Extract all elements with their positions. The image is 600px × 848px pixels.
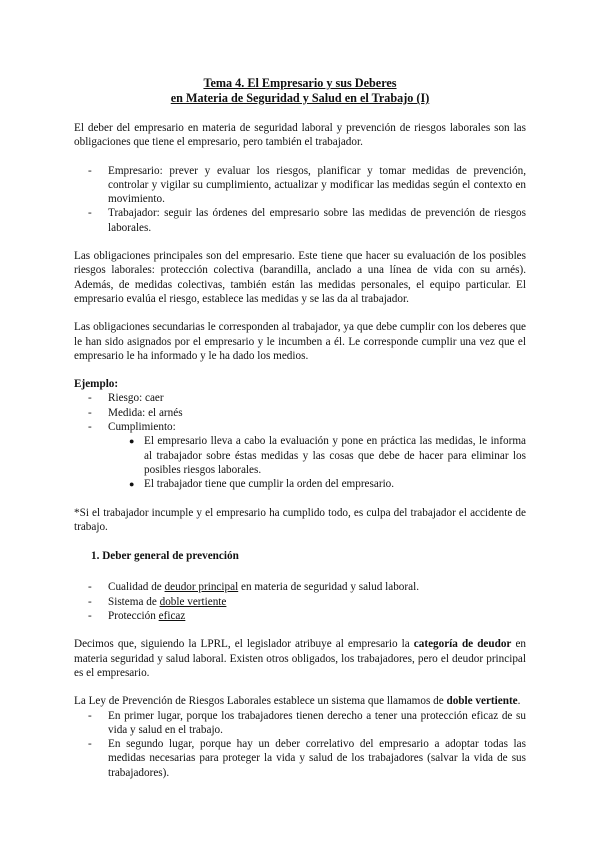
law-paragraph: La Ley de Prevención de Riesgos Laborales establece un sistema que llamamos de doble vertiente. xyxy=(74,695,521,708)
section-list xyxy=(74,580,526,623)
list-item: - En primer lugar, porque los trabajadores tienen derecho a tener una protección eficaz de su vida y salud en el trabajo. xyxy=(74,709,526,738)
example-sublist xyxy=(74,434,526,491)
example-heading: Ejemplo: xyxy=(74,378,119,391)
example-list xyxy=(74,391,526,434)
document-title xyxy=(74,76,526,106)
vertiente-list xyxy=(74,709,526,780)
list-item: - Cumplimiento: xyxy=(74,420,526,434)
note-paragraph: *Si el trabajador incumple y el empresario ha cumplido todo, es culpa del trabajador el accidente de trabajo. xyxy=(74,506,526,533)
list-item: - Sistema de doble vertiente xyxy=(74,595,526,609)
list-item: ● El trabajador tiene que cumplir la orden del empresario. xyxy=(74,477,526,491)
title-line-1: Tema 4. El Empresario y sus Deberes xyxy=(203,76,397,90)
secondary-obligations-paragraph: Las obligaciones secundarias le corresponden al trabajador, ya que debe cumplir con los deberes que le han sido asignados por el empresario y le incumben a él. Le corresponde cumplir una vez que el empresario le ha informado y le ha dado los medios. xyxy=(74,321,526,362)
principal-obligations-paragraph: Las obligaciones principales son del empresario. Este tiene que hacer su evaluación de los posibles riesgos laborales: protección colectiva (barandilla, anclado a una línea de vida con su arnés). Además, de medidas colectivas, también están las medidas personales, el equipo particular. El empresario evalúa el riesgo, establece las medidas y se las da al trabajador. xyxy=(74,250,526,305)
title-line-2: en Materia de Seguridad y Salud en el Trabajo (I) xyxy=(170,91,430,105)
document-page xyxy=(74,0,526,780)
list-item: - Trabajador: seguir las órdenes del empresario sobre las medidas de prevención de riesgos laborales. xyxy=(74,206,526,235)
section-heading: 1. Deber general de prevención xyxy=(91,550,239,563)
list-item: - Riesgo: caer xyxy=(74,391,526,405)
list-item: - Cualidad de deudor principal en materia de seguridad y salud laboral. xyxy=(74,580,526,594)
list-item: - Protección eficaz xyxy=(74,609,526,623)
list-item: ● El empresario lleva a cabo la evaluación y pone en práctica las medidas, le informa al trabajador sobre éstas medidas y las cosas que debe de hacer para eliminar los posibles riesgos laborales. xyxy=(74,434,526,477)
list-item: - Medida: el arnés xyxy=(74,406,526,420)
intro-paragraph: El deber del empresario en materia de seguridad laboral y prevención de riesgos laborales son las obligaciones que tiene el empresario, pero también el trabajador. xyxy=(74,122,526,149)
list-item: - En segundo lugar, porque hay un deber correlativo del empresario a adoptar todas las medidas necesarias para proteger la vida y salud de los trabajadores (salvar la vida de sus trabajadores). xyxy=(74,737,526,780)
roles-list xyxy=(74,164,526,235)
list-item: - Empresario: prever y evaluar los riesgos, planificar y tomar medidas de prevención, controlar y vigilar su cumplimiento, actualizar y modificar las medidas según el contexto en movimiento. xyxy=(74,164,526,207)
lprl-paragraph: Decimos que, siguiendo la LPRL, el legislador atribuye al empresario la categoría de deudor en materia seguridad y salud laboral. Existen otros obligados, los trabajadores, pero el deudor principal es el empresario. xyxy=(74,638,527,679)
